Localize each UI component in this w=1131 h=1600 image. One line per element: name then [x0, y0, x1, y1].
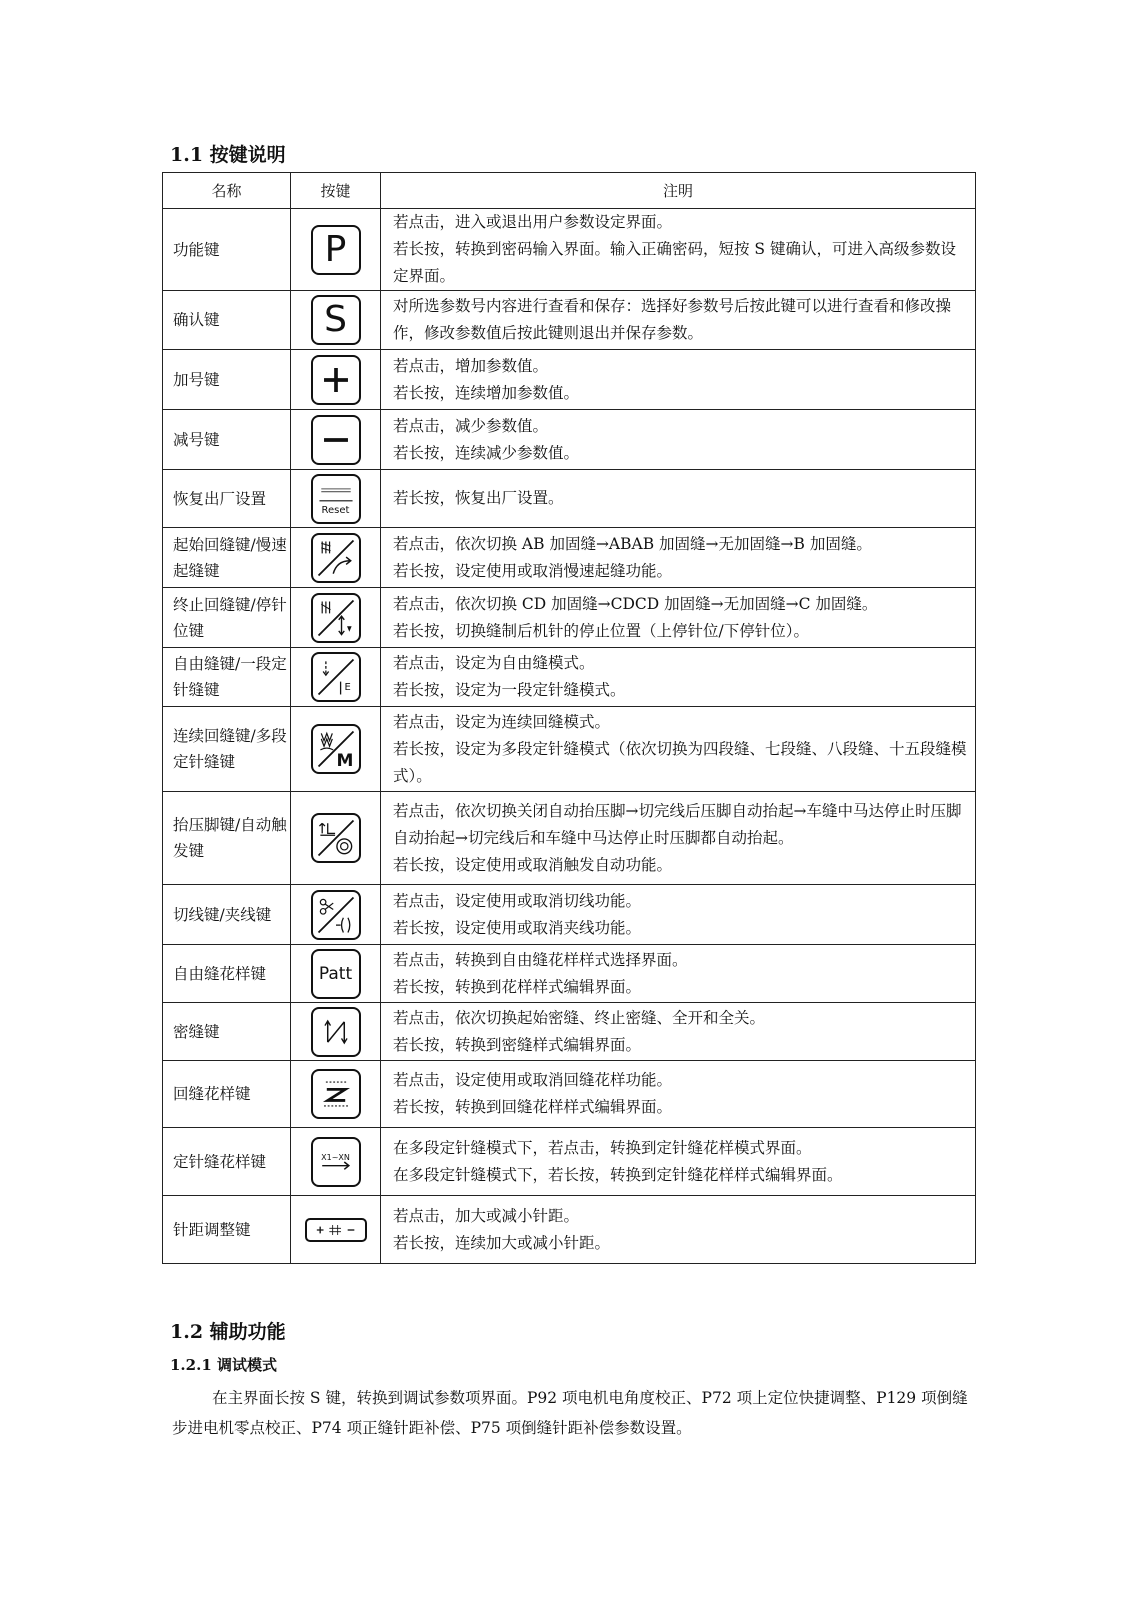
note-line: 若长按，恢复出厂设置。 — [393, 489, 564, 507]
note-line: 若点击，减少参数值。 — [393, 416, 549, 435]
table-row — [163, 792, 976, 885]
key-name: 恢复出厂设置 — [163, 470, 291, 528]
key-note — [381, 1003, 976, 1061]
note-line: 若长按，转换到密码输入界面。输入正确密码，短按 S 键确认，可进入高级参数设定界面。 — [393, 240, 956, 285]
key-name: 加号键 — [163, 350, 291, 410]
key-note — [381, 470, 976, 528]
s-key-icon — [311, 295, 361, 345]
key-note — [381, 885, 976, 945]
note-line: 若长按，转换到密缝样式编辑界面。 — [393, 1035, 642, 1054]
note-line: 在多段定针缝模式下，若长按，转换到定针缝花样样式编辑界面。 — [393, 1165, 843, 1184]
note-line: 若点击，依次切换关闭自动抬压脚→切完线后压脚自动抬起→车缝中马达停止时压脚自动抬起→切完线后和车缝中马达停止时压脚都自动抬起。 — [393, 801, 962, 847]
key-note — [381, 410, 976, 470]
section-title-1-2: 1.2 辅助功能 — [170, 1321, 286, 1343]
key-name: 自由缝花样键 — [163, 945, 291, 1003]
key-label: P — [324, 228, 347, 270]
table-row — [163, 885, 976, 945]
key-note — [381, 528, 976, 588]
key-label: X1~XN — [321, 1152, 350, 1162]
note-line: 若点击，依次切换 CD 加固缝→CDCD 加固缝→无加固缝→C 加固缝。 — [393, 594, 878, 613]
note-line: 若长按，设定为一段定针缝模式。 — [393, 681, 626, 699]
table-row — [163, 528, 976, 588]
key-name: 密缝键 — [163, 1003, 291, 1061]
note-line: 若长按，连续加大或减小针距。 — [393, 1233, 611, 1252]
table-row — [163, 1196, 976, 1264]
key-note — [381, 1061, 976, 1128]
thread-trim-icon — [311, 890, 361, 940]
key-name: 减号键 — [163, 410, 291, 470]
key-name: 确认键 — [163, 291, 291, 350]
table-header-row — [163, 173, 976, 209]
table-row — [163, 1061, 976, 1128]
note-line: 若点击，设定使用或取消回缝花样功能。 — [393, 1071, 673, 1089]
key-note — [381, 648, 976, 707]
key-name: 针距调整键 — [163, 1196, 291, 1264]
reset-key-icon — [311, 474, 361, 524]
header-key: 按键 — [291, 173, 381, 209]
note-line: 若点击，设定为连续回缝模式。 — [393, 712, 611, 731]
key-name: 切线键/夹线键 — [163, 885, 291, 945]
reset-label: Reset — [321, 504, 350, 516]
p-key-icon — [311, 225, 361, 275]
note-line: 若长按，设定使用或取消慢速起缝功能。 — [393, 561, 673, 580]
presser-foot-icon — [311, 813, 361, 863]
table-row — [163, 1128, 976, 1196]
table-row — [163, 410, 976, 470]
key-note — [381, 350, 976, 410]
note-line: 若长按，转换到回缝花样样式编辑界面。 — [393, 1098, 673, 1116]
table-row — [163, 648, 976, 707]
note-line: 若长按，切换缝制后机针的停止位置（上停针位/下停针位）。 — [393, 621, 809, 640]
key-name: 自由缝键/一段定针缝键 — [163, 648, 291, 707]
key-name: 起始回缝键/慢速起缝键 — [163, 528, 291, 588]
key-label: S — [324, 299, 347, 340]
table-row — [163, 209, 976, 291]
note-line: 若长按，设定为多段定针缝模式（依次切换为四段缝、七段缝、八段缝、十五段缝模式）。 — [393, 739, 967, 785]
table-row — [163, 707, 976, 792]
key-name: 功能键 — [163, 209, 291, 291]
note-line: 若点击，设定为自由缝模式。 — [393, 654, 595, 672]
key-label: E — [344, 682, 351, 693]
stitch-length-icon — [305, 1218, 367, 1242]
table-row — [163, 470, 976, 528]
table-row — [163, 291, 976, 350]
table-row — [163, 350, 976, 410]
table-row — [163, 1003, 976, 1061]
debug-mode-paragraph: 在主界面长按 S 键，转换到调试参数项界面。P92 项电机电角度校正、P72 项上定位快捷调整、P129 项倒缝步进电机零点校正、P74 项正缝针距补偿、P75 项倒缝针距补偿参数设置。 — [172, 1389, 968, 1437]
note-line: 若长按，连续增加参数值。 — [393, 383, 580, 402]
key-name: 终止回缝键/停针位键 — [163, 588, 291, 648]
note-line: 若长按，转换到花样样式编辑界面。 — [393, 977, 642, 996]
note-line: 若长按，设定使用或取消触发自动功能。 — [393, 855, 673, 874]
start-backtack-icon — [311, 533, 361, 583]
backtack-pattern-icon — [311, 1069, 361, 1119]
patt-key-icon — [311, 949, 361, 999]
header-note: 注明 — [381, 173, 976, 209]
note-line: 若点击，加大或减小针距。 — [393, 1206, 580, 1225]
key-note — [381, 792, 976, 885]
key-name: 回缝花样键 — [163, 1061, 291, 1128]
note-line: 对所选参数号内容进行查看和保存：选择好参数号后按此键可以进行查看和修改操作，修改参数值后按此键则退出并保存参数。 — [393, 297, 952, 342]
note-line: 若点击，设定使用或取消切线功能。 — [393, 891, 642, 910]
key-name: 定针缝花样键 — [163, 1128, 291, 1196]
section-title-1-1: 1.1 按键说明 — [170, 144, 286, 166]
key-note — [381, 1128, 976, 1196]
note-line: 若点击，增加参数值。 — [393, 356, 549, 375]
key-note — [381, 209, 976, 291]
note-line: 若长按，连续减少参数值。 — [393, 443, 580, 462]
fixed-stitch-pattern-icon — [311, 1137, 361, 1187]
note-line: 若点击，进入或退出用户参数设定界面。 — [393, 213, 673, 231]
key-note — [381, 588, 976, 648]
key-label: Patt — [318, 963, 353, 984]
note-line: 若点击，依次切换起始密缝、终止密缝、全开和全关。 — [393, 1008, 766, 1027]
key-note — [381, 707, 976, 792]
key-note — [381, 945, 976, 1003]
subsection-title-1-2-1: 1.2.1 调试模式 — [170, 1356, 277, 1374]
table-row — [163, 945, 976, 1003]
key-name: 抬压脚键/自动触发键 — [163, 792, 291, 885]
plus-key-icon — [311, 355, 361, 405]
condensed-stitch-icon — [311, 1007, 361, 1057]
key-note — [381, 291, 976, 350]
note-line: 若点击，依次切换 AB 加固缝→ABAB 加固缝→无加固缝→B 加固缝。 — [393, 534, 872, 553]
table-row — [163, 588, 976, 648]
key-note — [381, 1196, 976, 1264]
key-name: 连续回缝键/多段定针缝键 — [163, 707, 291, 792]
header-name: 名称 — [163, 173, 291, 209]
continuous-backtack-icon — [311, 724, 361, 774]
note-line: 在多段定针缝模式下，若点击，转换到定针缝花样模式界面。 — [393, 1138, 812, 1157]
note-line: 若点击，转换到自由缝花样样式选择界面。 — [393, 950, 688, 969]
note-line: 若长按，设定使用或取消夹线功能。 — [393, 918, 642, 937]
minus-key-icon — [311, 415, 361, 465]
key-label: M — [336, 751, 354, 771]
key-table — [162, 172, 976, 1264]
end-backtack-icon — [311, 593, 361, 643]
free-sewing-icon — [311, 652, 361, 702]
